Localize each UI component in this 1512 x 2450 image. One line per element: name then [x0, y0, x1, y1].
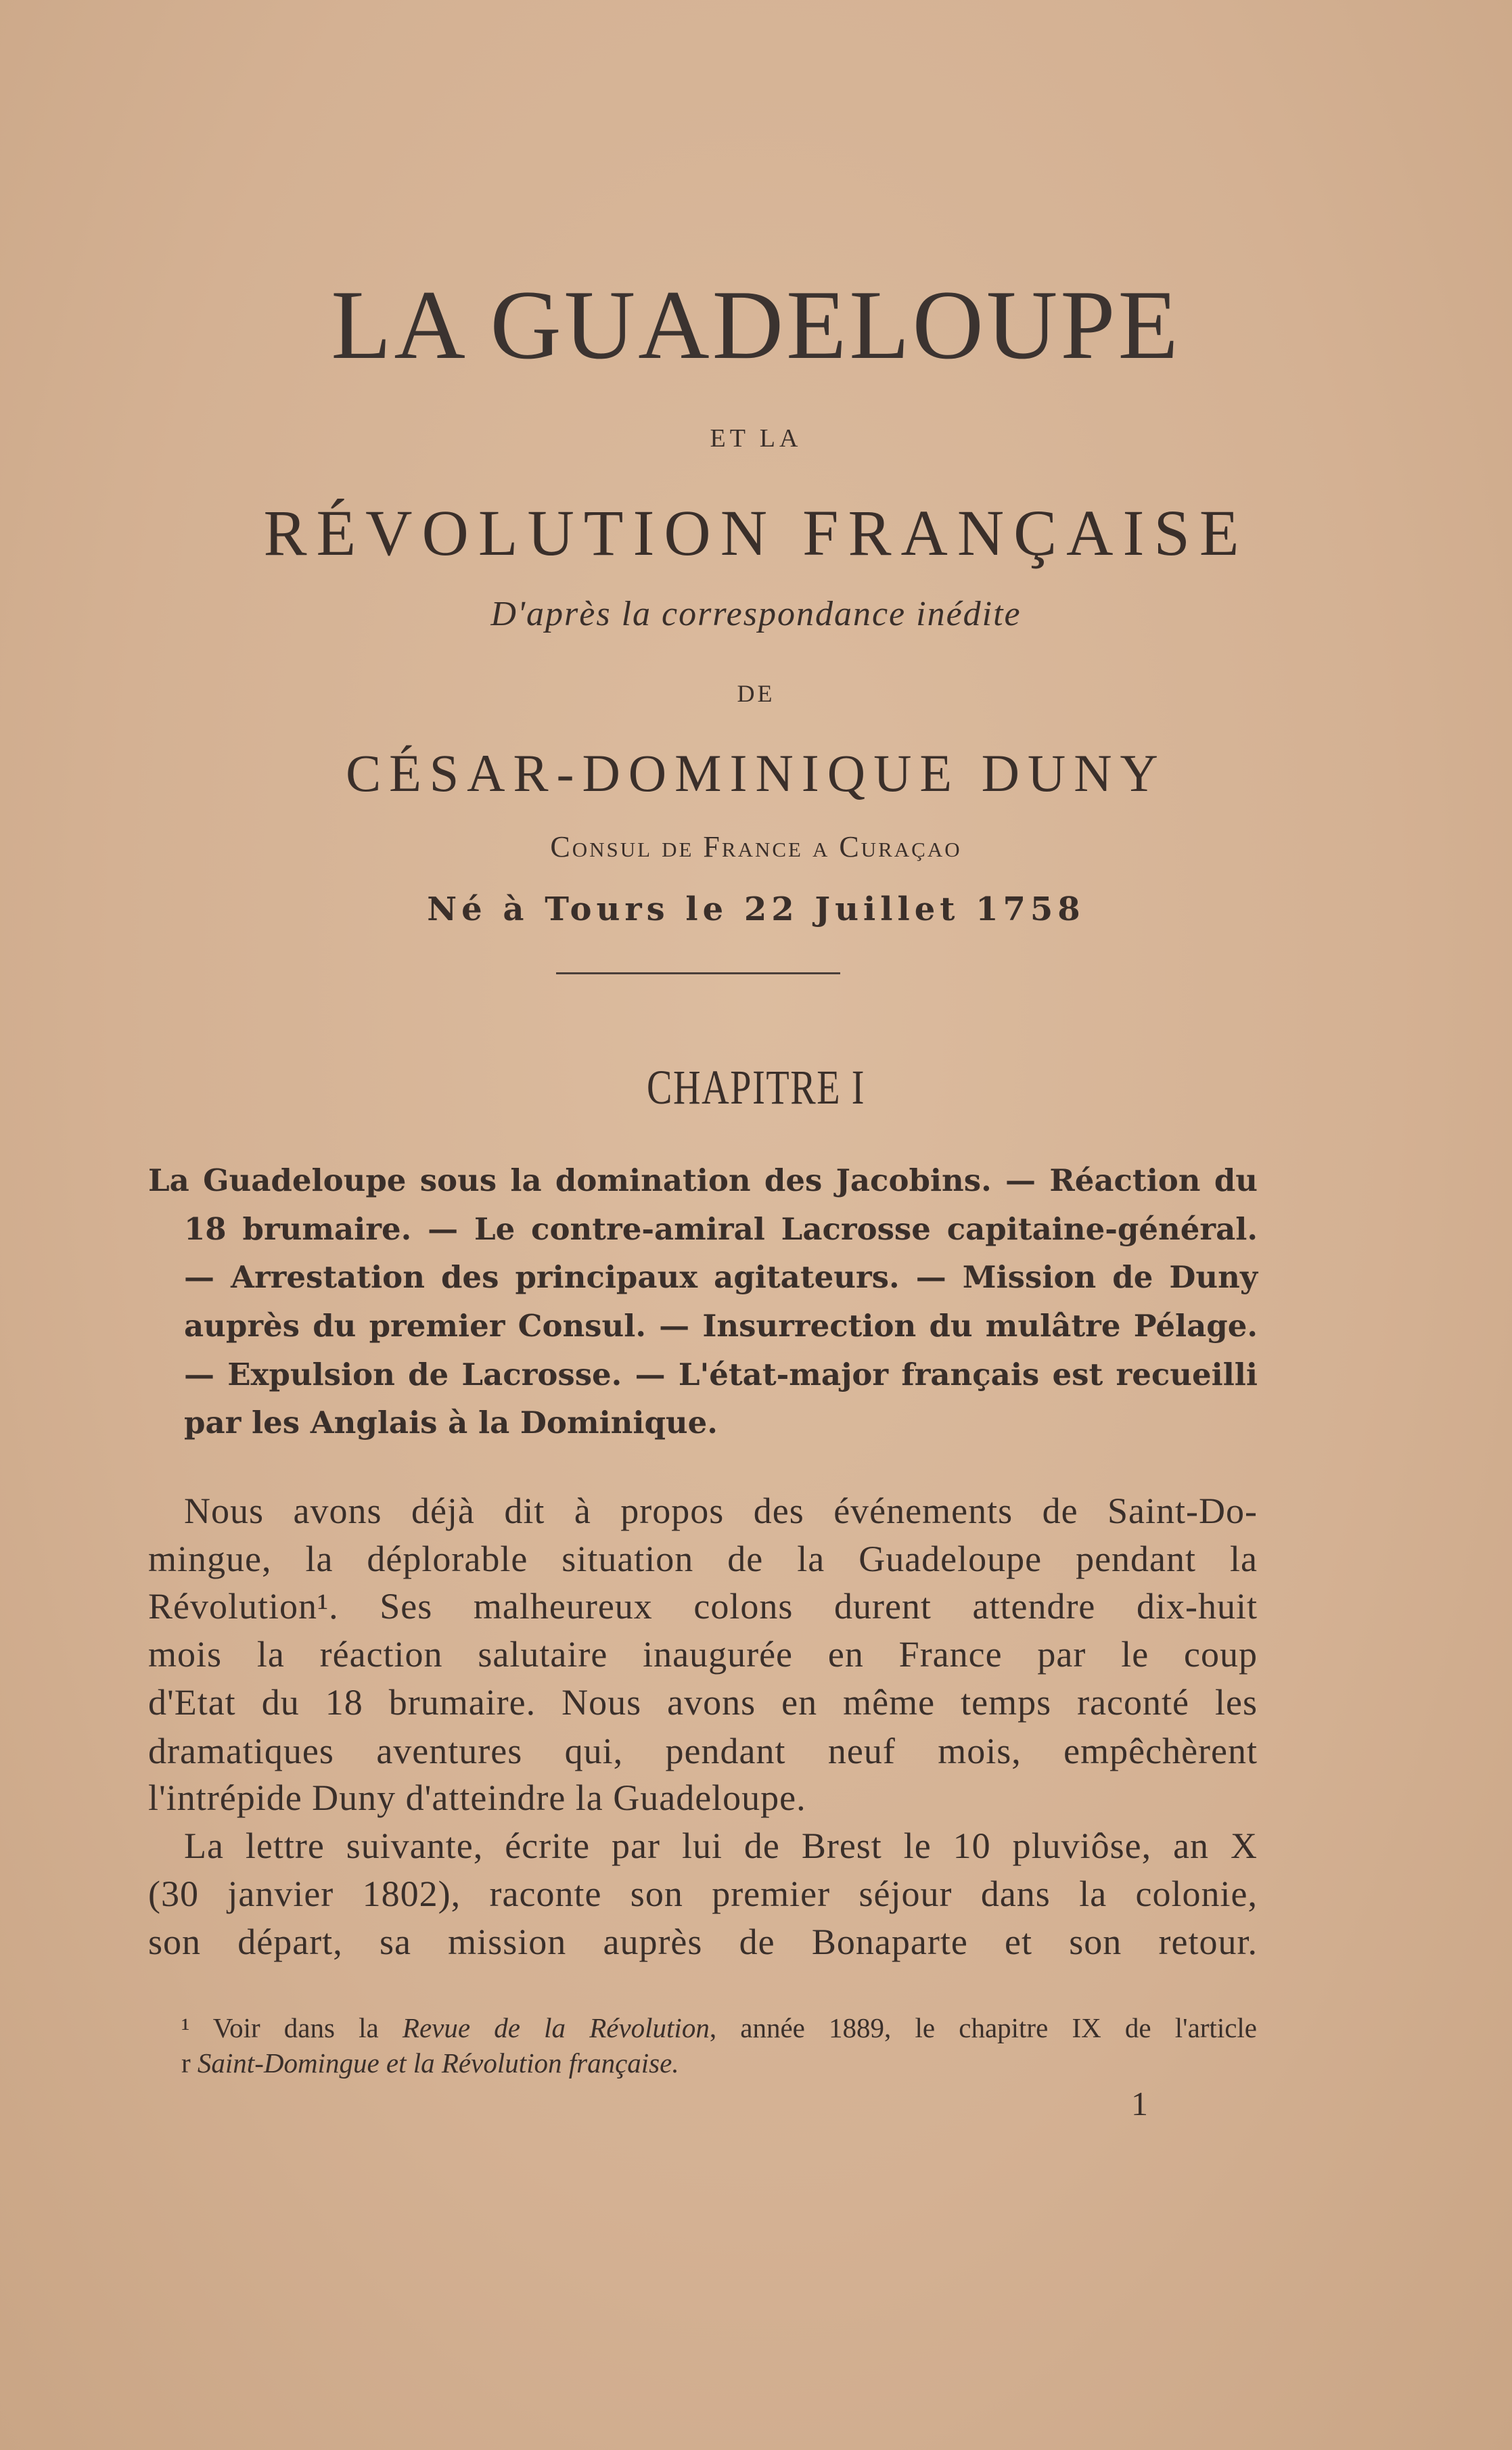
summary-line: La Guadeloupe sous la domination des Jacobins. — Réaction du: [148, 1162, 1258, 1198]
summary-line: — Arrestation des principaux agitateurs. — Mission de Duny: [184, 1259, 1258, 1295]
body-line: Nous avons déjà dit à propos des événements de Saint-Do-: [184, 1491, 1258, 1531]
summary-line: — Expulsion de Lacrosse. — L'état-major français est recueilli: [184, 1357, 1258, 1392]
footnote-line: [181, 2011, 1257, 2045]
chapter-heading: CHAPITRE I: [647, 1060, 865, 1114]
body-line: Révolution¹. Ses malheureux colons durent attendre dix-huit: [148, 1586, 1258, 1627]
author-birth: Né à Tours le 22 Juillet 1758: [427, 890, 1085, 928]
body-line: mois la réaction salutaire inaugurée en France par le coup: [148, 1634, 1258, 1675]
author-name: CÉSAR-DOMINIQUE DUNY: [346, 744, 1166, 802]
divider-rule: [556, 972, 840, 974]
summary-line: 18 brumaire. — Le contre-amiral Lacrosse capitaine-général.: [184, 1211, 1258, 1247]
footnote-text: , année 1889, le chapitre IX de l'article: [709, 2012, 1257, 2043]
footnote-text: Voir dans la: [212, 2012, 403, 2043]
body-line: d'Etat du 18 brumaire. Nous avons en même temps raconté les: [148, 1682, 1258, 1723]
summary-line: auprès du premier Consul. — Insurrection du mulâtre Pélage.: [184, 1308, 1258, 1344]
body-line: mingue, la déplorable situation de la Guadeloupe pendant la: [148, 1539, 1258, 1579]
footnote-citation: Saint-Domingue et la Révolution française.: [197, 2047, 679, 2079]
page-number: 1: [1131, 2085, 1148, 2123]
footnote-citation: Revue de la Révolution: [402, 2012, 710, 2043]
title-connector: ET LA: [710, 424, 802, 453]
book-subtitle: RÉVOLUTION FRANÇAISE: [263, 497, 1249, 569]
author-role: Consul de France a Curaçao: [550, 830, 962, 863]
body-line: son départ, sa mission auprès de Bonaparte et son retour.: [148, 1922, 1258, 1962]
footnote-line: [181, 2046, 679, 2080]
source-line: D'après la correspondance inédite: [490, 595, 1022, 633]
body-line: l'intrépide Duny d'atteindre la Guadeloupe.: [148, 1777, 806, 1818]
book-title: LA GUADELOUPE: [331, 270, 1181, 380]
body-line: La lettre suivante, écrite par lui de Brest le 10 pluviôse, an X: [184, 1825, 1258, 1866]
footnote-text: r: [181, 2047, 198, 2079]
source-de: DE: [737, 680, 775, 707]
summary-line: par les Anglais à la Dominique.: [184, 1405, 718, 1440]
footnote-marker: ¹: [181, 2012, 190, 2043]
body-line: (30 janvier 1802), raconte son premier séjour dans la colonie,: [148, 1874, 1258, 1914]
body-line: dramatiques aventures qui, pendant neuf mois, empêchèrent: [148, 1731, 1258, 1771]
